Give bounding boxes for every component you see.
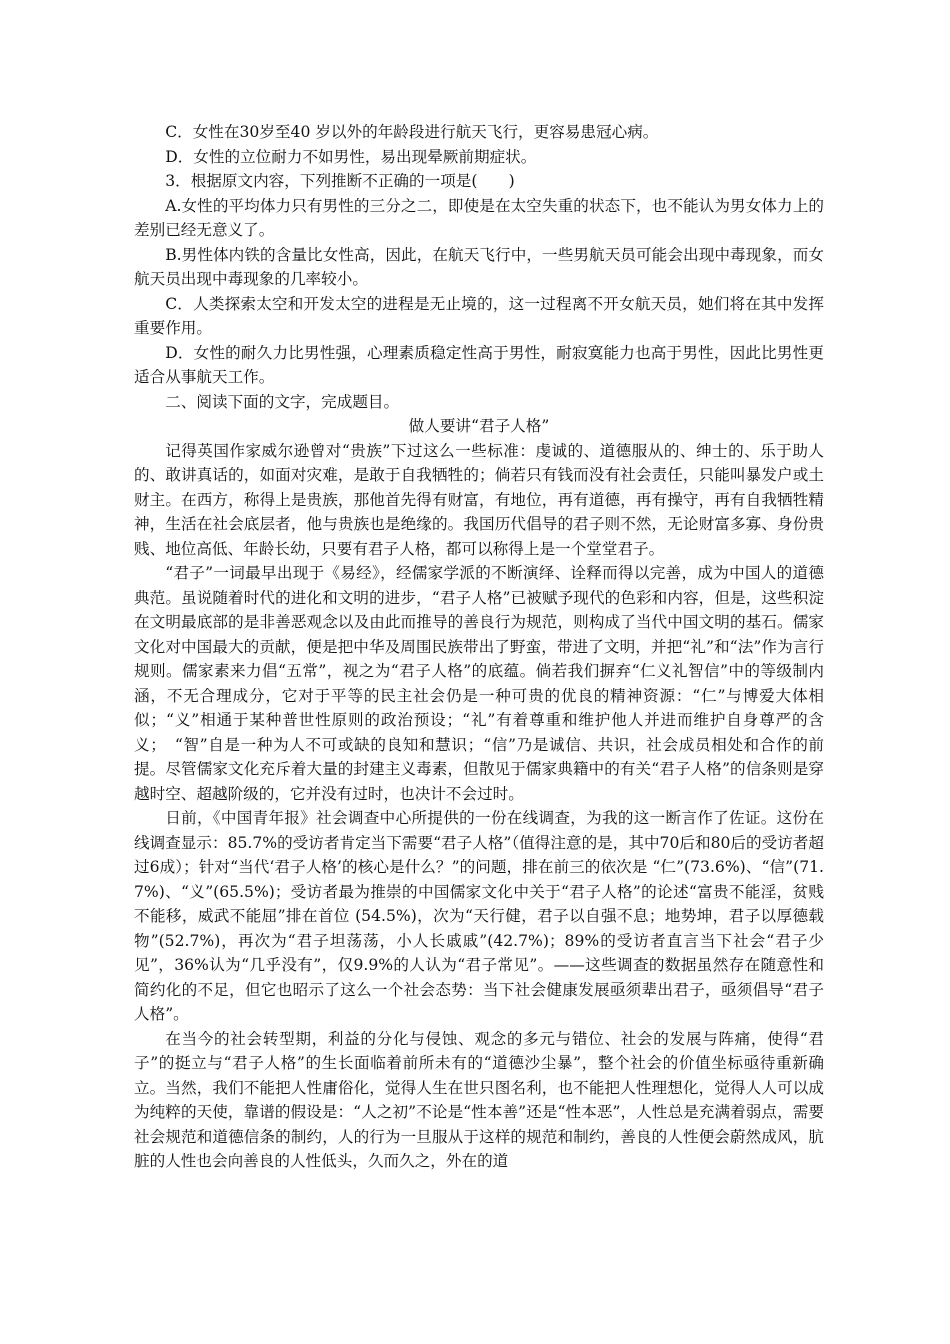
- q3-option-a: A.女性的平均体力只有男性的三分之二，即使是在太空失重的状态下，也不能认为男女体力上的差别已经无意义了。: [134, 196, 824, 239]
- article-paragraph-3: 日前，《中国青年报》社会调查中心所提供的一份在线调查，为我的这一断言作了佐证。这份在线调查显示：85.7%的受访者肯定当下需要“君子人格”（值得注意的是，其中70后和80后的受访者超过6成）；针对“当代‘君子人格’的核心是什么？”的问题，排在前三的依次是 “仁”(73.6%)、“信”(71.7%)、“义”(65.5%)；受访者最为推崇的中国儒家文化中关于“君子人格”的论述“富贵不能淫，贫贱不能移，威武不能屈”排在首位 (54.5%)，次为“天行健，君子以自强不息；地势坤，君子以厚德载物”(52.7%)，再次为“君子坦荡荡，小人长戚戚”(42.7%)；89%的受访者直言当下社会“君子少见”，36%认为“几乎没有”，仅9.9%的人认为“君子常见”。——这些调查的数据虽然存在随意性和简约化的不足，但它也昭示了这么一个社会态势：当下社会健康发展亟须辈出君子，亟须倡导“君子人格”。: [134, 809, 824, 1023]
- q3-option-c: C．人类探索太空和开发太空的进程是无止境的，这一过程离不开女航天员，她们将在其中发挥重要作用。: [134, 294, 824, 337]
- q3-stem: 3．根据原文内容，下列推断不正确的一项是( ): [165, 172, 515, 190]
- article-paragraph-4: 在当今的社会转型期，利益的分化与侵蚀、观念的多元与错位、社会的发展与阵痛，使得“君子”的挺立与“君子人格”的生长面临着前所未有的“道德沙尘暴”，整个社会的价值坐标亟待重新确立。当然，我们不能把人性庸俗化，觉得人生在世只图名利，也不能把人性理想化，觉得人人可以成为纯粹的天使，靠谱的假设是：“人之初”不论是“性本善”还是“性本恶”，人性总是充满着弱点，需要社会规范和道德信条的制约，人的行为一旦服从于这样的规范和制约，善良的人性便会蔚然成风，肮脏的人性也会向善良的人性低头，久而久之，外在的道: [134, 1029, 824, 1170]
- q3-option-b: B.男性体内铁的含量比女性高，因此，在航天飞行中，一些男航天员可能会出现中毒现象，而女航天员出现中毒现象的几率较小。: [134, 245, 824, 288]
- q2-option-c: C．女性在30岁至40 岁以外的年龄段进行航天飞行，更容易患冠心病。: [165, 123, 659, 141]
- article-title: 做人要讲“君子人格”: [408, 417, 550, 435]
- article-paragraph-2: “君子”一词最早出现于《易经》，经儒家学派的不断演绎、诠释而得以完善，成为中国人的道德典范。虽说随着时代的进化和文明的进步，“君子人格”已被赋予现代的色彩和内容，但是，这些积淀在文明最底部的是非善恶观念以及由此而推导的善良行为规范，则构成了当代中国文明的基石。儒家文化对中国最大的贡献，便是把中华及周围民族带出了野蛮，带进了文明，并把“礼”和“法”作为言行规则。儒家素来力倡“五常”，视之为“君子人格”的底蕴。倘若我们摒弃“仁义礼智信”中的等级制内涵，不无合理成分，它对于平等的民主社会仍是一种可贵的优良的精神资源：“仁”与博爱大体相似；“义”相通于某种普世性原则的政治预设；“礼”有着尊重和维护他人并进而维护自身尊严的含义； “智”自是一种为人不可或缺的良知和慧识；“信”乃是诚信、共识，社会成员相处和合作的前提。尽管儒家文化充斥着大量的封建主义毒素，但散见于儒家典籍中的有关“君子人格”的信条则是穿越时空、超越阶级的，它并没有过时，也决计不会过时。: [134, 564, 824, 803]
- section2-instruction: 二、阅读下面的文字，完成题目。: [165, 392, 400, 411]
- article-paragraph-1: 记得英国作家威尔逊曾对“贵族”下过这么一些标准：虔诚的、道德服从的、绅士的、乐于助人的、敢讲真话的，如面对灾难，是敢于自我牺牲的；倘若只有钱而没有社会责任，只能叫暴发户或土财主。在西方，称得上是贵族，那他首先得有财富，有地位，再有道德，再有操守，再有自我牺牲精神，生活在社会底层者，他与贵族也是绝缘的。我国历代倡导的君子则不然，无论财富多寡、身份贵贱、地位高低、年龄长幼，只要有君子人格，都可以称得上是一个堂堂君子。: [134, 441, 824, 558]
- document-page: [134, 120, 824, 1174]
- q2-option-d: D．女性的立位耐力不如男性，易出现晕厥前期症状。: [165, 147, 537, 166]
- q3-option-d: D．女性的耐久力比男性强，心理素质稳定性高于男性，耐寂寞能力也高于男性，因此比男性更适合从事航天工作。: [134, 343, 824, 386]
